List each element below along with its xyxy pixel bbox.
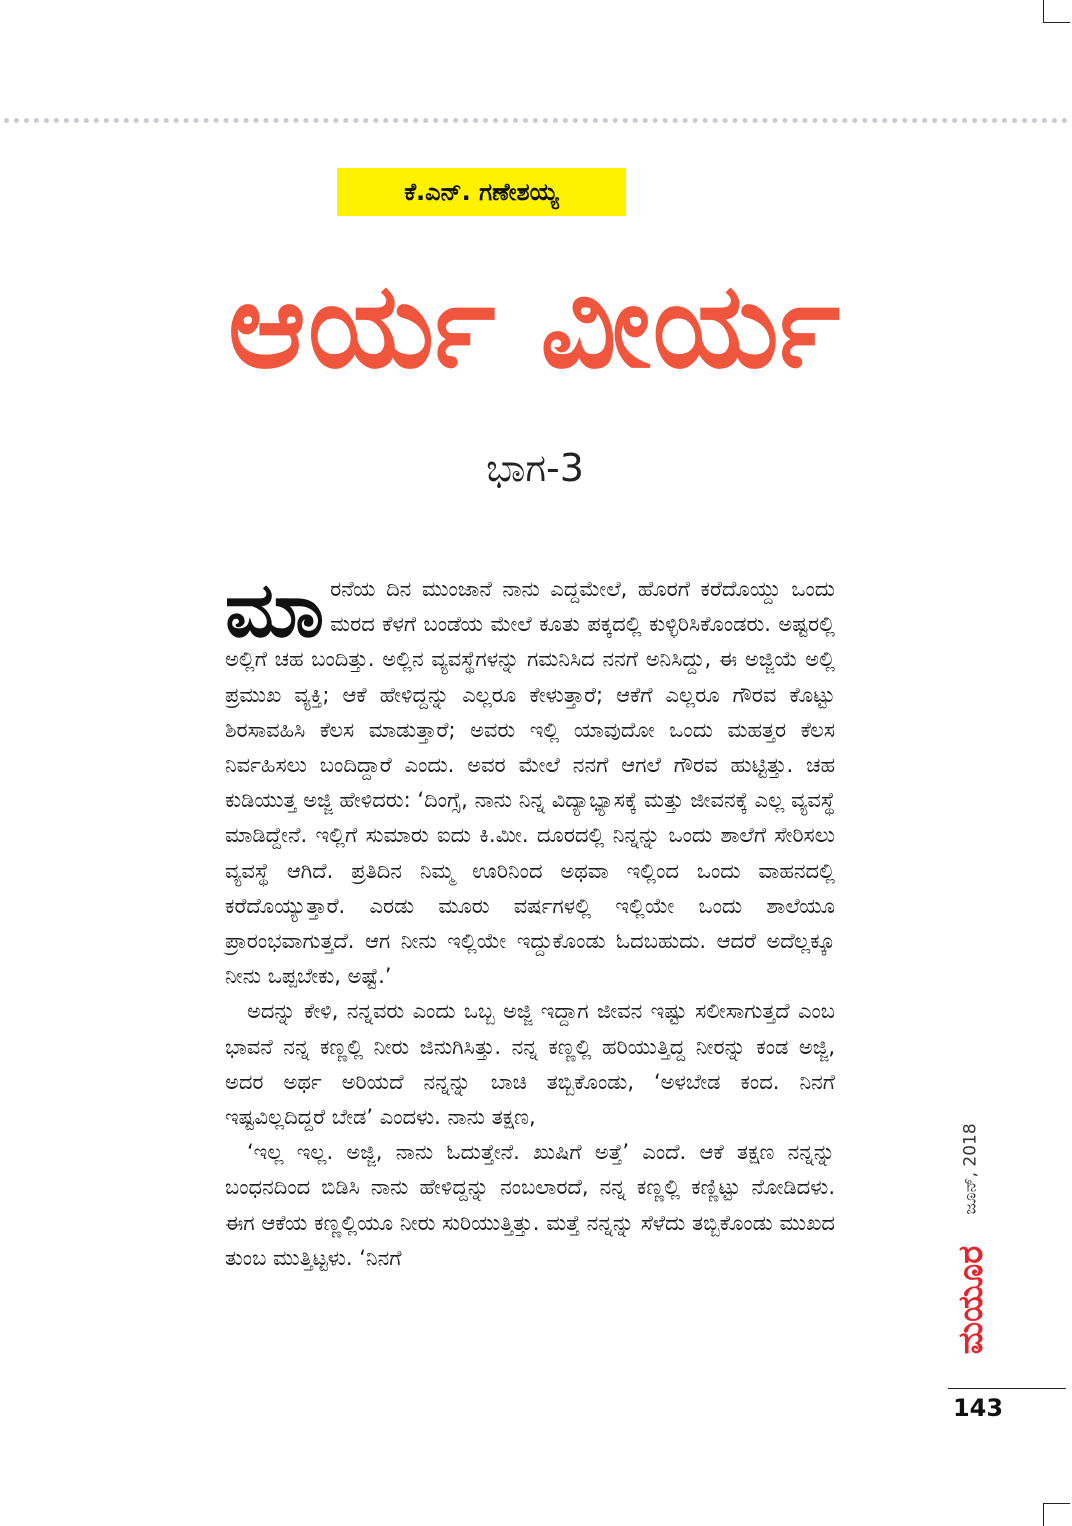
magazine-name-text: ಮಯೂರ — [951, 1245, 991, 1355]
drop-cap: ಮಾ — [225, 565, 325, 654]
page-number-rule — [948, 1388, 1066, 1389]
author-label: ಕೆ.ಎನ್. ಗಣೇಶಯ್ಯ — [404, 178, 559, 206]
paragraph: ‘ಇಲ್ಲ ಇಲ್ಲ. ಅಜ್ಜಿ, ನಾನು ಓದುತ್ತೇನೆ. ಖುಷಿಗೆ ಅತ್ತೆ’ ಎಂದೆ. ಆಕೆ ತಕ್ಷಣ ನನ್ನನ್ನು ಬಂಧನದಿಂದ ಬಿಡಿಸಿ ನಾನು ಹೇಳಿದ್ದನ್ನು ನಂಬಲಾರದೆ, ನನ್ನ ಕಣ್ಣಲ್ಲಿ ಕಣ್ಣಿಟ್ಟು ನೋಡಿದಳು. ಈಗ ಆಕೆಯ ಕಣ್ಣಲ್ಲಿಯೂ ನೀರು ಸುರಿಯುತ್ತಿತ್ತು. ಮತ್ತೆ ನನ್ನನ್ನು ಸೆಳೆದು ತಬ್ಬಿಕೊಂಡು ಮುಖದ ತುಂಬ ಮುತ್ತಿಟ್ಟಳು. ‘ನಿನಗೆ — [225, 1140, 835, 1270]
crop-mark-bottom — [1043, 1503, 1070, 1526]
article-title: ಆರ್ಯ ವೀರ್ಯ — [227, 256, 843, 394]
page-number: 143 — [952, 1394, 1004, 1422]
paragraph-text: ರನೆಯ ದಿನ ಮುಂಜಾನೆ ನಾನು ಎದ್ದಮೇಲೆ, ಹೊರಗೆ ಕರೆದೊಯ್ದು ಒಂದು ಮರದ ಕೆಳಗೆ ಬಂಡೆಯ ಮೇಲೆ ಕೂತು ಪಕ್ಕದಲ್ಲಿ ಕುಳ್ಳಿರಿಸಿಕೊಂಡರು. ಅಷ್ಟರಲ್ಲಿ ಅಲ್ಲಿಗೆ ಚಹ ಬಂದಿತ್ತು. ಅಲ್ಲಿನ ವ್ಯವಸ್ಥೆಗಳನ್ನು ಗಮನಿಸಿದ ನನಗೆ ಅನಿಸಿದ್ದು, ಈ ಅಜ್ಜಿಯೆ ಅಲ್ಲಿ ಪ್ರಮುಖ ವ್ಯಕ್ತಿ; ಆಕೆ ಹೇಳಿದ್ದನ್ನು ಎಲ್ಲರೂ ಕೇಳುತ್ತಾರೆ; ಆಕೆಗೆ ಎಲ್ಲರೂ ಗೌರವ ಕೊಟ್ಟು ಶಿರಸಾವಹಿಸಿ ಕೆಲಸ ಮಾಡುತ್ತಾರೆ; ಅವರು ಇಲ್ಲಿ ಯಾವುದೋ ಒಂದು ಮಹತ್ತರ ಕೆಲಸ ನಿರ್ವಹಿಸಲು ಬಂದಿದ್ದಾರೆ ಎಂದು. ಅವರ ಮೇಲೆ ನನಗೆ ಆಗಲೆ ಗೌರವ ಹುಟ್ಟಿತ್ತು. ಚಹ ಕುಡಿಯುತ್ತ ಅಜ್ಜಿ ಹೇಳಿದರು: ‘ದಿಂಗ್ಸೆ, ನಾನು ನಿನ್ನ ವಿದ್ಯಾಭ್ಯಾಸಕ್ಕೆ ಮತ್ತು ಜೀವನಕ್ಕೆ ಎಲ್ಲ ವ್ಯವಸ್ಥೆ ಮಾಡಿದ್ದೇನೆ. ಇಲ್ಲಿಗೆ ಸುಮಾರು ಐದು ಕಿ.ಮೀ. ದೂರದಲ್ಲಿ ನಿನ್ನನ್ನು ಒಂದು ಶಾಲೆಗೆ ಸೇರಿಸಲು ವ್ಯವಸ್ಥೆ ಆಗಿದೆ. ಪ್ರತಿದಿನ ನಿಮ್ಮ ಊರಿನಿಂದ ಅಥವಾ ಇಲ್ಲಿಂದ ಒಂದು ವಾಹನದಲ್ಲಿ ಕರೆದೊಯ್ಯುತ್ತಾರೆ. ಎರಡು ಮೂರು ವರ್ಷಗಳಲ್ಲಿ ಇಲ್ಲಿಯೇ ಒಂದು ಶಾಲೆಯೂ ಪ್ರಾರಂಭವಾಗುತ್ತದೆ. ಆಗ ನೀನು ಇಲ್ಲಿಯೇ ಇದ್ದುಕೊಂಡು ಓದಬಹುದು. ಆದರೆ ಅದೆಲ್ಲಕ್ಕೂ ನೀನು ಒಪ್ಪಬೇಕು, ಅಷ್ಟೆ.’ — [225, 577, 835, 989]
issue-date — [957, 1110, 985, 1228]
crop-mark-top — [1043, 0, 1070, 23]
issue-date-text: ಜೂನ್, 2018 — [961, 1123, 981, 1215]
dotted-rule — [4, 118, 1068, 123]
paragraph: ಅದನ್ನು ಕೇಳಿ, ನನ್ನವರು ಎಂದು ಒಬ್ಬ ಅಜ್ಜಿ ಇದ್ದಾಗ ಜೀವನ ಇಷ್ಟು ಸಲೀಸಾಗುತ್ತದೆ ಎಂಬ ಭಾವನೆ ನನ್ನ ಕಣ್ಣಲ್ಲಿ ನೀರು ಜಿನುಗಿಸಿತ್ತು. ನನ್ನ ಕಣ್ಣಲ್ಲಿ ಹರಿಯುತ್ತಿದ್ದ ನೀರನ್ನು ಕಂಡ ಅಜ್ಜಿ, ಅದರ ಅರ್ಥ ಅರಿಯದೆ ನನ್ನನ್ನು ಬಾಚಿ ತಬ್ಬಿಕೊಂಡು, ‘ಅಳಬೇಡ ಕಂದ. ನಿನಗೆ ಇಷ್ಟವಿಲ್ಲದಿದ್ದರೆ ಬೇಡ’ ಎಂದಳು. ನಾನು ತಕ್ಷಣ, — [225, 999, 835, 1130]
part-label: ಭಾಗ-3 — [486, 446, 584, 490]
author-name — [337, 168, 626, 216]
article-body — [225, 565, 835, 1276]
magazine-name — [953, 1236, 989, 1364]
paragraph — [225, 565, 835, 994]
